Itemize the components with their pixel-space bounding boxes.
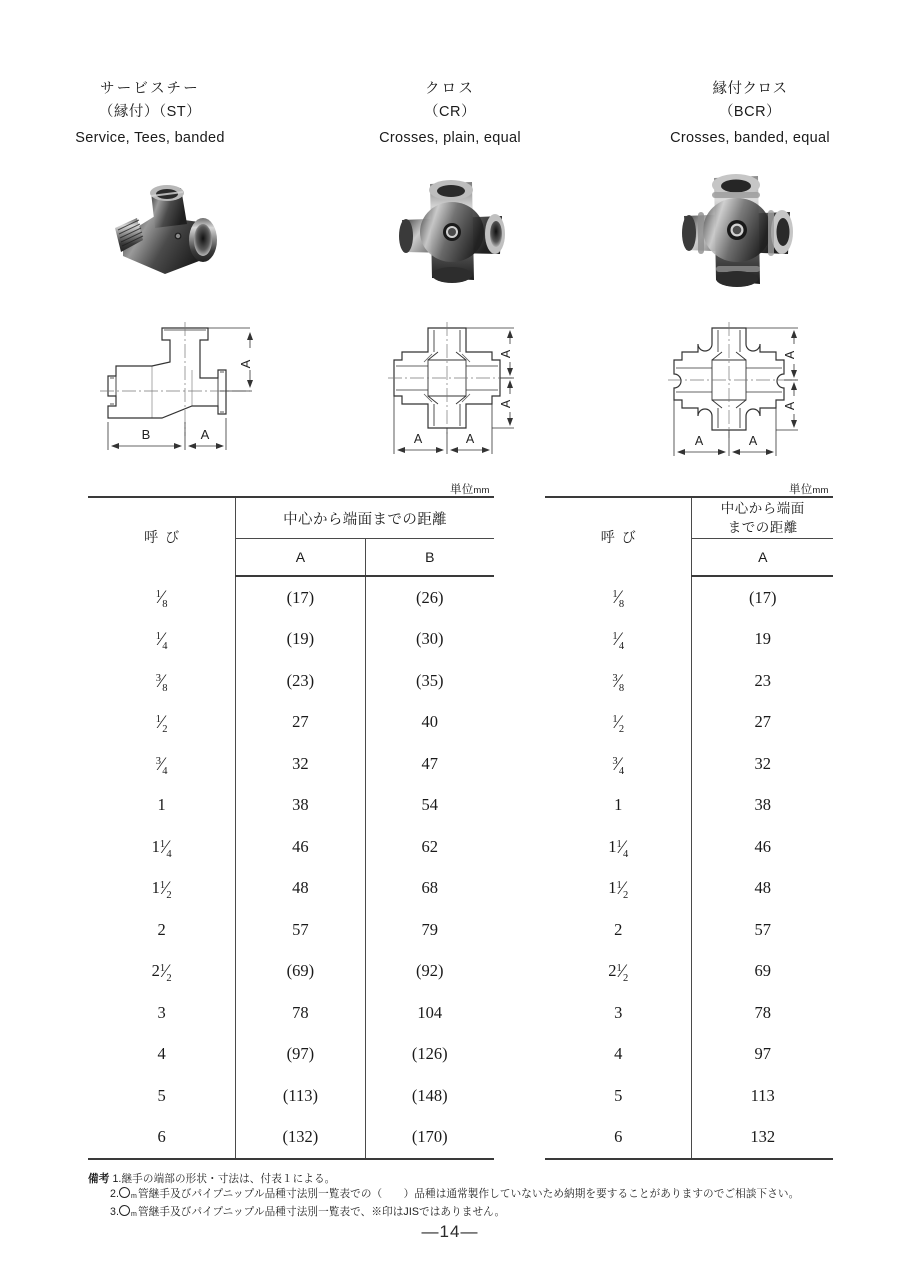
dim-label-a-top: A	[783, 350, 797, 360]
dim-label-a-bottom: A	[783, 401, 797, 411]
table-row	[88, 1034, 494, 1076]
cell-nominal-size: $^1⁄_4$	[155, 629, 168, 653]
dim-label-a-vertical: A	[238, 359, 253, 369]
cell-value-b: 62	[365, 826, 494, 868]
table-row	[545, 951, 833, 993]
cell-nominal-size: $2^1⁄_2$	[608, 961, 629, 985]
cell-value-a: (17)	[236, 576, 365, 619]
remark-number: 2.	[110, 1188, 120, 1201]
table-row	[88, 868, 494, 910]
cell-value-a: (97)	[236, 1034, 365, 1076]
cell-value-a: 57	[692, 909, 833, 951]
cell-nominal-size: 2	[157, 919, 166, 939]
remark-item	[88, 1172, 848, 1186]
header-col-a: A	[692, 539, 833, 577]
cell-value-a: 38	[692, 785, 833, 827]
cell-value-a: 48	[692, 868, 833, 910]
table-row	[88, 576, 494, 619]
cell-nominal-size: $^3⁄_8$	[612, 670, 625, 694]
product-jp-code: （CR）	[424, 104, 476, 120]
unit-label-right-table	[789, 481, 829, 497]
cell-value-a: 97	[692, 1034, 833, 1076]
product-jp-code: （縁付）（ST）	[98, 104, 202, 120]
cell-nominal-size: 4	[157, 1044, 166, 1064]
table-row	[88, 785, 494, 827]
dim-label-a-right: A	[465, 432, 475, 446]
header-nominal-size: 呼び	[88, 497, 236, 576]
cell-value-b: (30)	[365, 619, 494, 661]
cell-nominal-size: $2^1⁄_2$	[151, 961, 172, 985]
cell-nominal-size: $^1⁄_8$	[612, 587, 625, 611]
product-en-name: Crosses, banded, equal	[670, 130, 830, 146]
cell-value-a: 46	[236, 826, 365, 868]
cell-nominal-size: 4	[614, 1044, 623, 1064]
table-row	[88, 826, 494, 868]
remarks-block	[88, 1172, 848, 1221]
table-row	[545, 868, 833, 910]
remark-text: 管継手及びパイプニップル品種寸法別一覧表で、※印はJISではありません。	[137, 1205, 506, 1218]
cell-value-a: 46	[692, 826, 833, 868]
product-jp-name: 縁付クロス	[712, 81, 788, 97]
product-en-name: Service, Tees, banded	[75, 130, 225, 146]
cell-value-a: 27	[692, 702, 833, 744]
cell-value-a: 23	[692, 660, 833, 702]
cross-banded-photo	[678, 172, 796, 290]
remark-text: 管継手及びパイプニップル品種寸法別一覧表での（ ）品種は通常製作していないため納期を要することがありますのでご相談下さい。	[137, 1188, 800, 1201]
table-row	[88, 702, 494, 744]
cell-nominal-size: $1^1⁄_2$	[608, 878, 629, 902]
cell-value-b: (35)	[365, 660, 494, 702]
product-header-cross	[300, 78, 600, 150]
table-row	[545, 576, 833, 619]
cell-value-a: (19)	[236, 619, 365, 661]
cell-nominal-size: 3	[157, 1002, 166, 1022]
section-drawings	[0, 310, 900, 475]
cell-value-a: 69	[692, 951, 833, 993]
table-row	[545, 992, 833, 1034]
table-row	[545, 826, 833, 868]
dim-label-a-left: A	[413, 432, 423, 446]
cell-value-a: (17)	[692, 576, 833, 619]
product-header-service-tee	[0, 78, 300, 150]
product-photos	[0, 170, 900, 300]
dim-label-a-bottom: A	[499, 399, 513, 409]
cell-nominal-size: $^3⁄_4$	[612, 753, 625, 777]
cell-value-b: 104	[365, 992, 494, 1034]
dim-label-b: B	[141, 427, 151, 442]
header-col-b: B	[365, 539, 494, 577]
product-jp-code: （BCR）	[718, 104, 782, 120]
table-head	[545, 497, 833, 576]
cell-nominal-size: $^1⁄_4$	[612, 629, 625, 653]
dim-label-a-right: A	[748, 434, 758, 448]
remarks-label: 備考	[88, 1173, 110, 1185]
table-row	[545, 743, 833, 785]
cell-value-a: (23)	[236, 660, 365, 702]
unit-text: 単位	[789, 484, 813, 496]
cell-value-b: (26)	[365, 576, 494, 619]
table-row	[88, 992, 494, 1034]
cell-value-a: 27	[236, 702, 365, 744]
banded-cross-dimension-table	[545, 496, 833, 1160]
brand-circle-icon	[119, 1205, 130, 1216]
product-header-banded-cross	[600, 78, 900, 150]
cell-nominal-size: $^3⁄_8$	[155, 670, 168, 694]
cell-nominal-size: $1^1⁄_2$	[151, 878, 172, 902]
cell-value-a: 32	[236, 743, 365, 785]
cell-nominal-size: $1^1⁄_4$	[608, 836, 629, 860]
product-jp-name: クロス	[424, 81, 476, 97]
dim-label-a-left: A	[694, 434, 704, 448]
header-nominal-size: 呼び	[545, 497, 692, 576]
cell-nominal-size: 5	[157, 1085, 166, 1105]
cell-value-a: 48	[236, 868, 365, 910]
table-row	[88, 619, 494, 661]
cross-plain-section-drawing	[388, 318, 538, 470]
page-number: —14—	[421, 1222, 479, 1241]
cell-nominal-size: 6	[545, 1117, 692, 1160]
cell-value-a: (132)	[236, 1117, 365, 1160]
dimension-table	[545, 496, 833, 1160]
cell-nominal-size: $^1⁄_8$	[155, 587, 168, 611]
cell-value-a: 32	[692, 743, 833, 785]
table-row	[88, 1075, 494, 1117]
unit-text: 単位	[450, 484, 474, 496]
table-row	[88, 951, 494, 993]
table-row	[545, 1034, 833, 1076]
remark-text: 継手の端部の形状・寸法は、付表１による。	[121, 1173, 336, 1185]
product-headers	[0, 78, 900, 150]
table-row	[545, 1075, 833, 1117]
cell-nominal-size: $^3⁄_4$	[155, 753, 168, 777]
table-row	[545, 909, 833, 951]
table-header-row-1	[545, 497, 833, 539]
cell-value-b: (148)	[365, 1075, 494, 1117]
table-row	[545, 619, 833, 661]
dim-label-a-horizontal: A	[200, 427, 210, 442]
unit-suffix: mm	[812, 485, 829, 496]
cell-value-b: 68	[365, 868, 494, 910]
cell-value-a: 19	[692, 619, 833, 661]
table-row	[545, 660, 833, 702]
brand-subscript-icon: m	[131, 1210, 137, 1218]
table-row	[545, 702, 833, 744]
dim-label-a-top: A	[499, 349, 513, 359]
table-body	[88, 576, 494, 1159]
cell-value-b: 40	[365, 702, 494, 744]
dimension-table	[88, 496, 494, 1160]
header-line-2: までの距離	[727, 520, 798, 535]
remark-number: 3.	[110, 1205, 120, 1218]
header-line-1: 中心から端面	[720, 501, 805, 516]
brand-subscript-icon: m	[131, 1193, 137, 1201]
service-tee-photo	[103, 178, 231, 288]
cell-nominal-size: $1^1⁄_4$	[151, 836, 172, 860]
cell-nominal-size: $^1⁄_2$	[155, 712, 168, 736]
service-tee-section-drawing	[100, 318, 360, 470]
header-center-to-face: 中心から端面までの距離	[236, 497, 494, 539]
cell-value-b: 47	[365, 743, 494, 785]
cell-nominal-size: 3	[614, 1002, 623, 1022]
cell-nominal-size: 1	[157, 795, 166, 815]
cross-banded-section-drawing	[668, 318, 823, 470]
unit-label-left-table	[450, 481, 490, 497]
table-head	[88, 497, 494, 576]
cell-nominal-size: 6	[88, 1117, 236, 1160]
cell-value-b: (126)	[365, 1034, 494, 1076]
cell-nominal-size: 1	[614, 795, 623, 815]
table-row	[88, 743, 494, 785]
table-header-row-1	[88, 497, 494, 539]
header-center-to-face	[692, 497, 833, 539]
cell-value-b: 79	[365, 909, 494, 951]
product-jp-name: サービスチー	[100, 81, 200, 97]
table-row	[88, 909, 494, 951]
cell-value-a: 38	[236, 785, 365, 827]
cell-value-a: 57	[236, 909, 365, 951]
cell-value-b: 54	[365, 785, 494, 827]
tee-cross-dimension-table	[88, 496, 494, 1160]
cell-value-b: (170)	[365, 1117, 494, 1160]
cell-nominal-size: 2	[614, 919, 623, 939]
cell-nominal-size: 5	[614, 1085, 623, 1105]
header-col-a: A	[236, 539, 365, 577]
cell-value-a: (69)	[236, 951, 365, 993]
cell-value-a: 78	[236, 992, 365, 1034]
cell-nominal-size: $^1⁄_2$	[612, 712, 625, 736]
cell-value-a: 78	[692, 992, 833, 1034]
cell-value-a: 113	[692, 1075, 833, 1117]
table-body	[545, 576, 833, 1159]
table-row	[88, 1117, 494, 1160]
brand-circle-icon	[119, 1187, 130, 1198]
remark-item	[88, 1204, 848, 1221]
cell-value-a: (113)	[236, 1075, 365, 1117]
remark-item	[88, 1186, 848, 1203]
cell-value-b: (92)	[365, 951, 494, 993]
unit-suffix: mm	[473, 485, 490, 496]
remark-number: 1.	[112, 1173, 122, 1185]
table-row	[88, 660, 494, 702]
table-row	[545, 785, 833, 827]
table-row	[545, 1117, 833, 1160]
cross-plain-photo	[396, 176, 508, 288]
cell-value-a: 132	[692, 1117, 833, 1160]
product-en-name: Crosses, plain, equal	[379, 130, 521, 146]
